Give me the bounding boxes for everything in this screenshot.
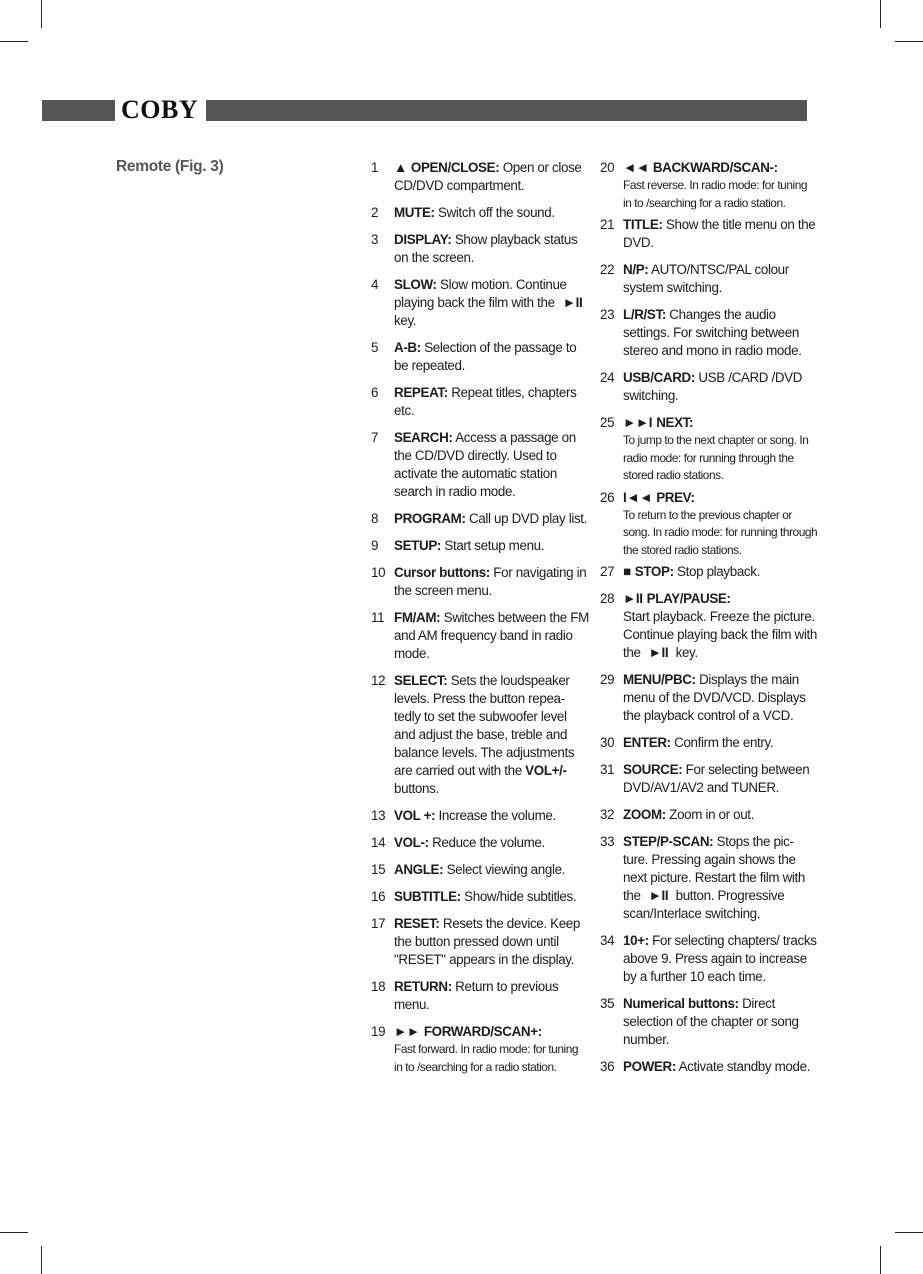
button-description: Show playback status on the screen. [394,232,578,265]
remote-button-entry [371,384,589,420]
item-number: 28 [600,591,615,606]
button-description: Stop playback. [673,564,760,579]
button-symbol-icon: I◄◄ [623,489,653,505]
crop-mark [41,0,42,28]
button-description: Increase the volume. [435,808,556,823]
button-description: Repeat titles, chapters etc. [394,385,577,418]
remote-button-entry [371,609,589,663]
button-description: Resets the device. Keep the button pressed down until "RESET" appears in the display. [394,916,581,967]
button-symbol-icon: ►► [394,1024,420,1039]
item-number: 11 [371,610,385,625]
remote-button-entry [600,261,818,297]
button-description: For selecting between DVD/AV1/AV2 and TUNER. [623,762,810,795]
button-description: Show/hide subtitles. [460,889,577,904]
button-name: FM/AM: [394,610,441,625]
remote-button-entry [600,833,818,923]
remote-button-entry [371,978,589,1014]
button-name: SETUP: [394,538,442,553]
item-number: 32 [600,807,615,822]
remote-button-entry [600,806,818,824]
crop-mark [880,0,881,28]
remote-button-entry [600,734,818,752]
crop-mark [41,1246,42,1274]
remote-button-entry [371,672,589,798]
crop-mark [0,41,28,42]
button-description: Selection of the passage to be repeated. [394,340,577,373]
button-description: Reduce the volume. [428,835,545,850]
button-description-tail: buttons. [394,781,439,796]
button-name: STOP: [634,564,674,579]
remote-button-entry [600,671,818,725]
remote-button-entry [600,414,818,485]
button-name-inline: VOL+/- [521,763,567,778]
button-name: L/R/ST: [623,307,666,322]
item-number: 8 [371,511,379,526]
item-number: 31 [600,762,615,777]
button-name: OPEN/CLOSE: [410,160,500,175]
button-name: PROGRAM: [394,511,466,526]
button-name: RESET: [394,916,440,931]
remote-button-entry [371,1023,589,1076]
button-description: Fast reverse. In radio mode: for tuning in to /searching for a radio station. [623,178,808,210]
item-number: 24 [600,370,615,385]
item-number: 3 [371,232,379,247]
button-description: Open or close CD/DVD compartment. [394,160,582,193]
item-number: 13 [371,808,386,823]
button-name: SOURCE: [623,762,683,777]
button-description-tail: key. [394,313,417,328]
button-description: Sets the loudspeaker levels. Press the button repea-tedly to set the subwoofer level and adjust the base, treble and balance levels. The adjustments are carried out with the VOL+/- buttons. [394,673,575,796]
item-number: 5 [371,340,379,355]
item-number: 6 [371,385,379,400]
remote-button-entry [371,339,589,375]
button-symbol-icon: ►►I [623,415,653,430]
crop-mark [895,41,923,42]
item-number: 30 [600,735,615,750]
item-number: 1 [371,160,379,175]
button-name: Cursor buttons: [394,565,490,580]
button-name: ZOOM: [623,807,666,822]
button-name: PLAY/PAUSE: [646,591,731,606]
button-name: N/P: [623,262,649,277]
item-number: 9 [371,538,379,553]
button-description-tail: key. [672,645,698,660]
item-number: 18 [371,979,386,994]
button-description: Activate standby mode. [675,1059,811,1074]
button-name: Numerical buttons: [623,996,739,1011]
button-name: PREV: [656,489,695,505]
button-name: SELECT: [394,673,448,688]
remote-button-entry [600,1058,818,1076]
button-description: To jump to the next chapter or song. In radio mode: for running through the stored radio stations. [623,433,809,482]
item-number: 15 [371,862,386,877]
button-description: Displays the main menu of the DVD/VCD. Displays the playback control of a VCD. [623,672,806,723]
button-name: VOL +: [394,808,436,823]
brand-logo: COBY [121,95,199,124]
item-number: 19 [371,1024,386,1039]
button-description: For selecting chapters/ tracks above 9. Press again to increase by a further 10 each time. [623,933,817,984]
remote-button-entry [371,204,589,222]
remote-button-entry [600,306,818,360]
button-description: Start setup menu. [441,538,545,553]
button-name: MUTE: [394,205,435,220]
button-name: VOL-: [394,835,429,850]
button-name: NEXT: [656,415,694,430]
remote-button-entry [371,888,589,906]
remote-button-entry [371,807,589,825]
button-description: Confirm the entry. [670,735,774,750]
item-number: 35 [600,996,615,1011]
button-symbol-icon: ■ [623,564,631,579]
remote-button-entry [371,510,589,528]
button-description-tail: button. Progressive scan/Interlace switching. [623,888,785,921]
button-name: STEP/P-SCAN: [623,834,714,849]
right-column [600,159,818,1085]
button-description: Slow motion. Continue playing back the film with the ►II key. [394,277,583,328]
button-name: SLOW: [394,277,437,292]
crop-mark [880,1246,881,1274]
header-bar-right [206,100,807,121]
button-description: Direct selection of the chapter or song number. [623,996,799,1047]
button-description: USB /CARD /DVD switching. [623,370,803,403]
remote-button-entry [600,159,818,212]
button-description: Switches between the FM and AM frequency band in radio mode. [394,610,589,661]
button-name: TITLE: [623,217,663,232]
button-description: Call up DVD play list. [465,511,588,526]
button-name: SEARCH: [394,430,453,445]
button-description: Select viewing angle. [443,862,566,877]
play-pause-icon: ►II [562,295,583,310]
button-name: ANGLE: [394,862,444,877]
button-description: AUTO/NTSC/PAL colour system switching. [623,262,789,295]
button-name: RETURN: [394,979,452,994]
button-description: Stops the pic-ture. Pressing again shows the next picture. Restart the film with the ►II button. Progressive scan/Interlace switching. [623,834,805,921]
left-column [371,159,589,1080]
item-number: 14 [371,835,386,850]
remote-button-entry [371,159,589,195]
remote-button-entry [371,231,589,267]
item-number: 2 [371,205,379,220]
section-title: Remote (Fig. 3) [116,158,224,175]
header-bar-left [42,100,115,121]
crop-mark [895,1232,923,1233]
button-name: REPEAT: [394,385,448,400]
item-number: 17 [371,916,386,931]
button-description: Show the title menu on the DVD. [623,217,816,250]
button-name: DISPLAY: [394,232,452,247]
remote-button-entry [600,761,818,797]
button-symbol-icon: ►II [623,591,643,606]
button-name: 10+: [623,933,649,948]
remote-button-entry [600,932,818,986]
item-number: 36 [600,1059,615,1074]
button-name: FORWARD/SCAN+: [423,1024,542,1039]
button-description: For navigating in the screen menu. [394,565,587,598]
remote-button-entry [371,276,589,330]
button-description: Start playback. Freeze the picture. Continue playing back the film with the ►II key. [623,609,817,660]
item-number: 10 [371,565,386,580]
remote-button-entry [371,915,589,969]
play-pause-icon: ►II [648,645,669,660]
item-number: 4 [371,277,379,292]
item-number: 27 [600,564,615,579]
remote-button-entry [371,537,589,555]
button-symbol-icon: ▲ [394,160,407,175]
button-name: BACKWARD/SCAN-: [652,160,778,175]
button-name: A-B: [394,340,421,355]
remote-button-entry [600,489,818,560]
remote-button-entry [600,995,818,1049]
remote-button-entry [600,216,818,252]
button-name: ENTER: [623,735,671,750]
crop-mark [0,1232,28,1233]
item-number: 7 [371,430,379,445]
button-name: POWER: [623,1059,676,1074]
remote-button-entry [600,563,818,581]
remote-button-entry [371,861,589,879]
item-number: 22 [600,262,615,277]
item-number: 16 [371,889,386,904]
remote-button-entry [600,369,818,405]
button-name: USB/CARD: [623,370,695,385]
item-number: 23 [600,307,615,322]
button-name: MENU/PBC: [623,672,696,687]
button-name: SUBTITLE: [394,889,461,904]
item-number: 29 [600,672,615,687]
button-description: To return to the previous chapter or song. In radio mode: for running through the stored radio stations. [623,507,818,557]
button-symbol-icon: ◄◄ [623,160,649,175]
item-number: 21 [600,217,615,232]
button-description: Access a passage on the CD/DVD directly. Used to activate the automatic station search in radio mode. [394,430,576,499]
item-number: 33 [600,834,615,849]
item-number: 20 [600,160,615,175]
remote-button-entry [371,564,589,600]
remote-button-entry [371,834,589,852]
button-description: Zoom in or out. [665,807,755,822]
button-description: Fast forward. In radio mode: for tuning in to /searching for a radio station. [394,1042,579,1074]
item-number: 12 [371,673,386,688]
play-pause-icon: ►II [648,888,669,903]
remote-button-entry [371,429,589,501]
remote-button-entry [600,590,818,662]
item-number: 26 [600,489,615,505]
button-description: Switch off the sound. [434,205,555,220]
button-description: Return to previous menu. [394,979,559,1012]
button-description: Changes the audio settings. For switching between stereo and mono in radio mode. [623,307,802,358]
item-number: 25 [600,415,615,430]
item-number: 34 [600,933,615,948]
